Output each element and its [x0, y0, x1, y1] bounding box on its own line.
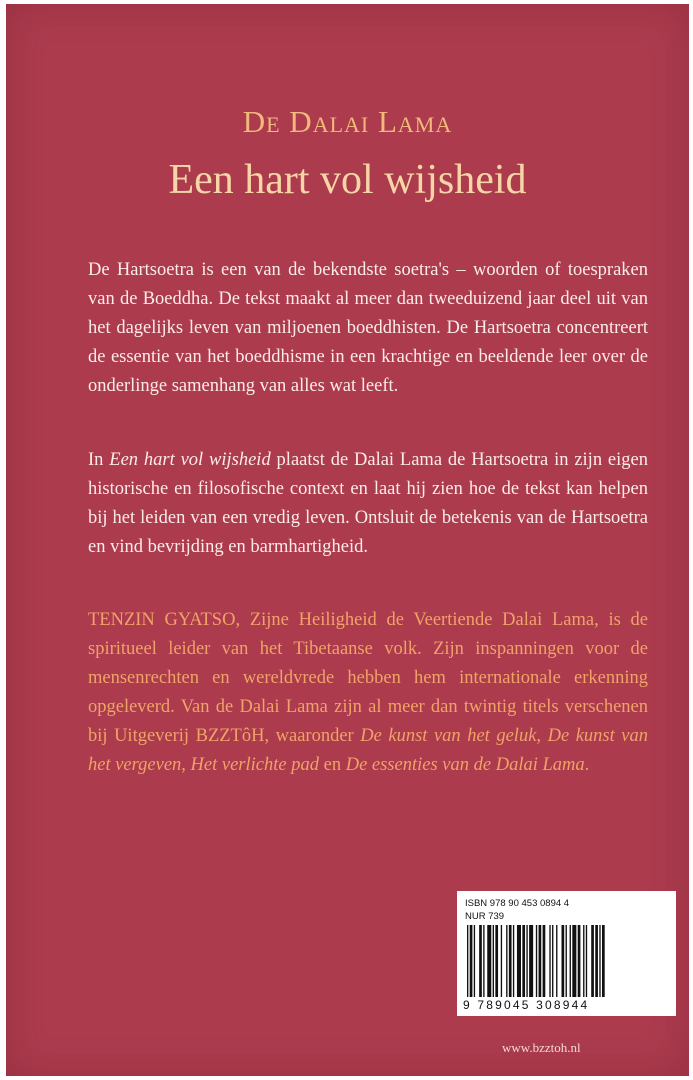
author-bio [88, 606, 648, 780]
book-title: Een hart vol wijsheid [168, 157, 527, 203]
book-back-cover [6, 4, 689, 1076]
author-name: De Dalai Lama [242, 104, 453, 139]
bio-book-4: De essenties van de Dalai Lama [345, 755, 585, 775]
book-title-inline: Een hart vol wijsheid [109, 450, 271, 470]
bio-text: , Zijne Heiligheid de Veertiende Dalai Lama, is de spiritueel leider van het Tibetaanse volk. Zijn inspanningen voor de mensenrechten en wereldvrede hebben hem internationale erkenning opgeleverd. Van de Dalai Lama zijn al meer dan twintig titels verschenen bij Uitgeverij BZZTôH, waaronder [88, 610, 648, 746]
context-paragraph [88, 446, 648, 562]
context-rest: plaatst de Dalai Lama de Hartsoetra in zijn eigen historische en filosofische context en laat hij zien hoe de tekst kan helpen bij het leiden van een vredig leven. Ontsluit de betekenis van de Hartsoetra en vind bevrijding en barmhartigheid. [88, 450, 648, 557]
bio-book-3: Het verlichte pad [190, 755, 319, 775]
bio-separator: , [181, 755, 191, 775]
barcode-bars [465, 925, 669, 997]
context-lead: In [88, 450, 110, 470]
bio-end: . [584, 755, 590, 775]
bio-book-1: De kunst van het geluk [360, 726, 537, 746]
bio-and: en [318, 755, 346, 775]
nur-text: NUR 739 [465, 911, 505, 922]
bio-book-2: De kunst van het vergeven [88, 726, 649, 775]
isbn-text: ISBN 978 90 453 0894 4 [465, 898, 570, 909]
bio-name: TENZIN GYATSO [88, 610, 236, 630]
barcode-digits: 9 789045 308944 [463, 998, 590, 1012]
description-paragraph: De Hartsoetra is een van de bekendste soetra's – woorden of toespraken van de Boeddha. De tekst maakt al meer dan tweeduizend jaar deel uit van het dagelijks leven van miljoenen boeddhisten. De Hartsoetra concentreert de essentie van het boeddhisme in een krachtige en beeldende leer over de onderlinge samenhang van alles wat leeft. [88, 260, 648, 396]
barcode-label [457, 891, 676, 1016]
bio-separator: , [536, 726, 548, 746]
publisher-website: www.bzztoh.nl [502, 1040, 581, 1055]
